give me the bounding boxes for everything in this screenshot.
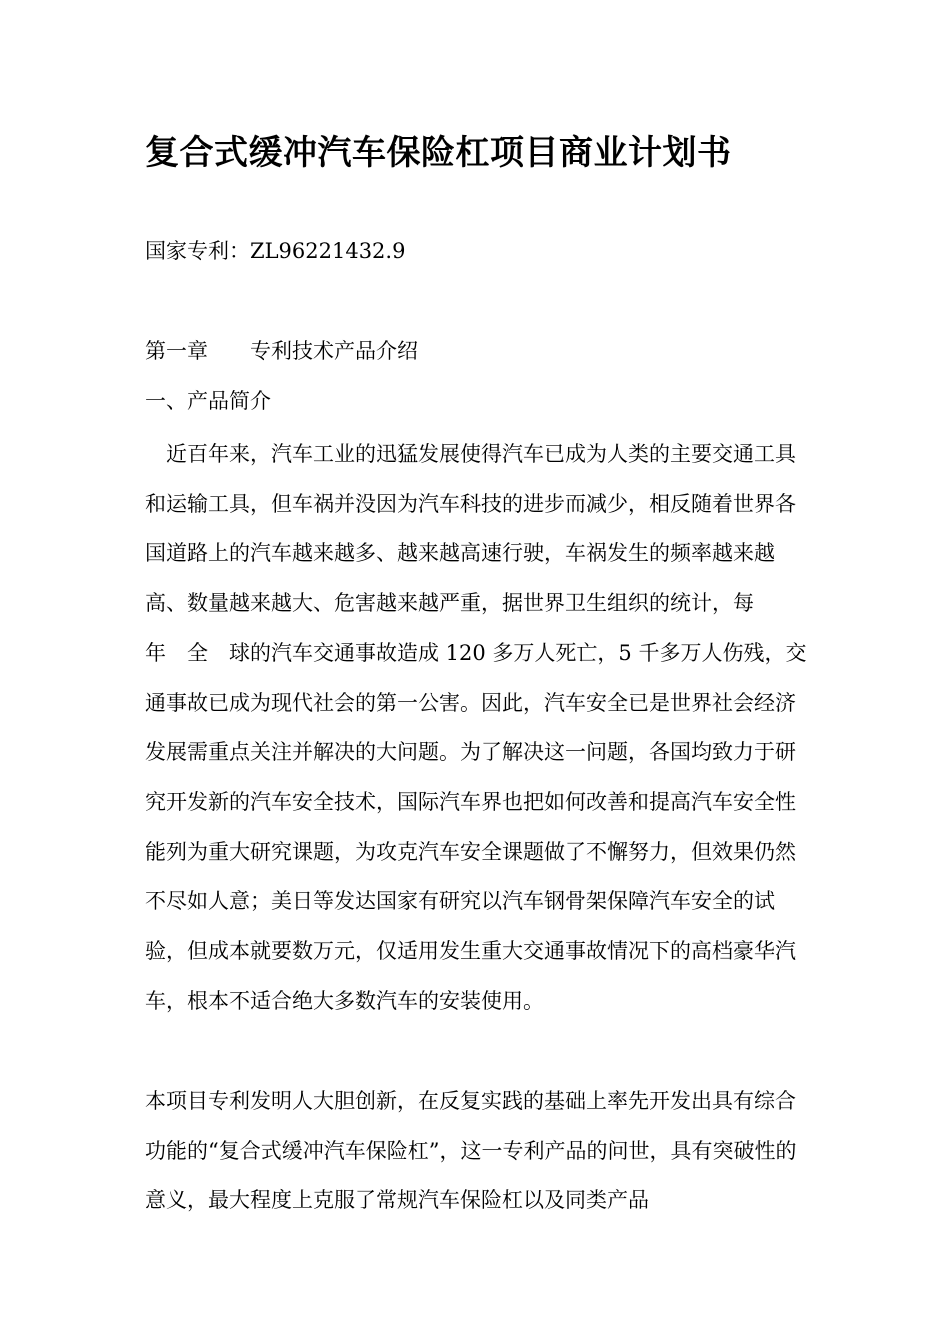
document-title: 复合式缓冲汽车保险杠项目商业计划书	[145, 133, 732, 173]
paragraph-invention: 本项目专利发明人大胆创新，在反复实践的基础上率先开发出具有综合功能的“复合式缓冲汽车保险杠”，这一专利产品的问世，具有突破性的意义，最大程度上克服了常规汽车保险杠以及同类产品	[145, 1089, 797, 1213]
chapter-heading	[145, 336, 418, 366]
patent-number: 国家专利：ZL96221432.9	[145, 239, 406, 263]
chapter-title: 专利技术产品介绍	[250, 339, 418, 363]
paragraph-intro: 近百年来，汽车工业的迅猛发展使得汽车已成为人类的主要交通工具和运输工具，但车祸并没因为汽车科技的进步而减少，相反随着世界各国道路上的汽车越来越多、越来越高速行驶，车祸发生的频率越来越高、数量越来越大、危害越来越严重，据世界卫生组织的统计，每 年 全 球的汽车交通事故造成 120 多万人死亡，5 千多万人伤残，交通事故已成为现代社会的第一公害。因此，汽车安全已是世界社会经济发展需重点关注并解决的大问题。为了解决这一问题，各国均致力于研究开发新的汽车安全技术，国际汽车界也把如何改善和提高汽车安全性能列为重大研究课题，为攻克汽车安全课题做了不懈努力，但效果仍然不尽如人意；美日等发达国家有研究以汽车钢骨架保障汽车安全的试验，但成本就要数万元，仅适用发生重大交通事故情况下的高档豪华汽车，根本不适合绝大多数汽车的安装使用。	[145, 442, 807, 1013]
chapter-number: 第一章	[145, 339, 208, 363]
section-heading: 一、产品简介	[145, 389, 271, 413]
